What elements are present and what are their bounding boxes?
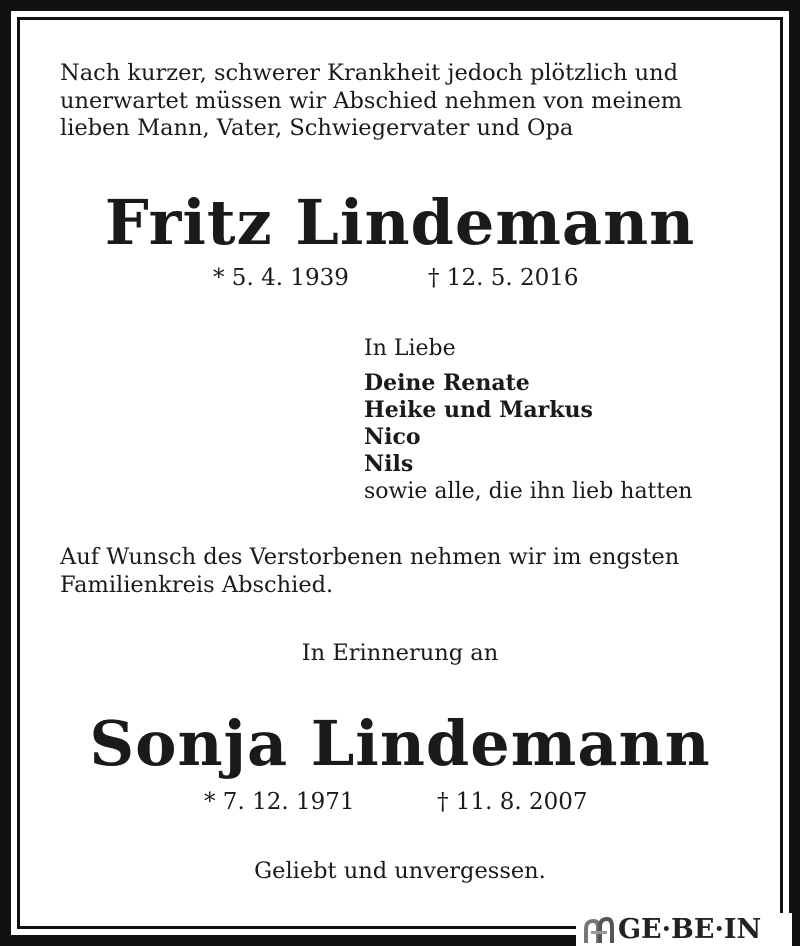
birth-date-fritz: * 5. 4. 1939 (213, 265, 349, 291)
family-member: Nils (364, 451, 414, 477)
intro-text (60, 60, 760, 143)
intro-line: Nach kurzer, schwerer Krankheit jedoch plötzlich und (60, 60, 679, 86)
deceased-name-fritz: Fritz Lindemann (104, 186, 696, 259)
logo-text: GE·BE·IN (618, 914, 762, 945)
signoff-opening: In Liebe (364, 336, 456, 361)
death-date-sonja: † 11. 8. 2007 (437, 789, 588, 815)
note-line: Familienkreis Abschied. (60, 572, 334, 598)
gebein-logo-icon (582, 915, 616, 945)
family-member: Heike und Markus (364, 397, 593, 423)
death-date-fritz: † 12. 5. 2016 (428, 265, 579, 291)
family-member: Deine Renate (364, 370, 530, 396)
birth-date-sonja: * 7. 12. 1971 (204, 789, 355, 815)
note-line: Auf Wunsch des Verstorbenen nehmen wir im engsten (60, 544, 680, 570)
intro-line: unerwartet müssen wir Abschied nehmen von meinem (60, 87, 683, 114)
intro-line: lieben Mann, Vater, Schwiegervater und Opa (60, 115, 574, 141)
closing-line: Geliebt und unvergessen. (254, 858, 546, 884)
signoff-closing: sowie alle, die ihn lieb hatten (364, 479, 693, 504)
gebein-logo (576, 913, 792, 946)
funeral-note (60, 543, 679, 599)
remembrance-heading: In Erinnerung an (301, 640, 499, 666)
deceased-name-sonja: Sonja Lindemann (89, 707, 711, 780)
family-member: Nico (364, 424, 421, 450)
